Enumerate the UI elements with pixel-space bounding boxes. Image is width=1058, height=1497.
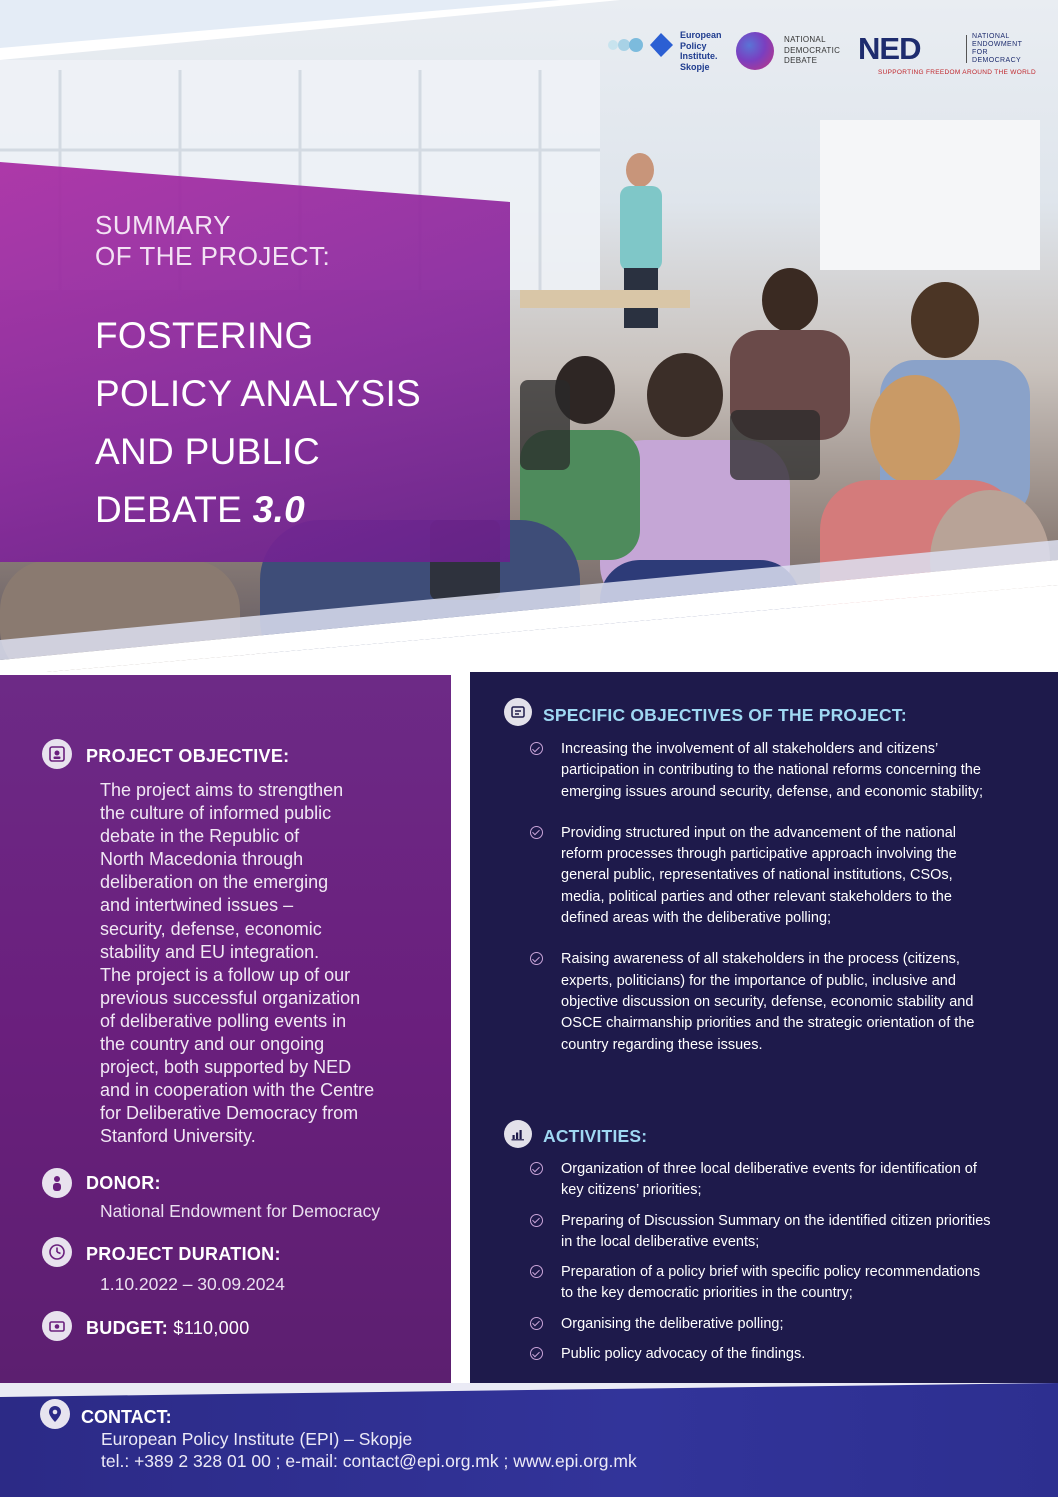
title-line: AND PUBLIC [95, 431, 321, 472]
check-icon [530, 826, 543, 839]
item-line: general public, representatives of national institutions, CSOs, [561, 867, 953, 884]
title-line: POLICY ANALYSIS [95, 373, 422, 414]
ned-side-line: ENDOWMENT [972, 41, 1023, 48]
list-item [530, 1344, 1040, 1365]
objective-line: The project is a follow up of our [100, 964, 351, 985]
objective-line: for Deliberative Democracy from [100, 1103, 359, 1124]
check-icon [530, 1347, 543, 1360]
ned-tagline: SUPPORTING FREEDOM AROUND THE WORLD [878, 69, 1036, 76]
epi-logo-line: Skopje [680, 61, 710, 72]
item-line: in the local deliberative events; [561, 1233, 760, 1250]
list-item [530, 739, 1040, 803]
objectives-heading: SPECIFIC OBJECTIVES OF THE PROJECT: [543, 705, 907, 725]
item-line: Providing structured input on the advancement of the national [561, 824, 956, 841]
item-line: Preparation of a policy brief with specific policy recommendations [561, 1264, 981, 1281]
item-line: Organization of three local deliberative events for identification of [561, 1161, 977, 1177]
objectives-icon [504, 698, 532, 726]
objective-line: the country and our ongoing [100, 1034, 325, 1055]
item-line: Public policy advocacy of the findings. [561, 1346, 806, 1363]
objective-line: Stanford University. [100, 1126, 256, 1147]
activities-icon [504, 1120, 532, 1148]
ndd-logo-line: NATIONAL [784, 35, 826, 44]
check-icon [530, 1214, 543, 1227]
objective-text [100, 779, 440, 1149]
list-item [530, 1314, 1040, 1335]
budget-value: $110,000 [168, 1318, 250, 1338]
epi-logo-line: Policy [680, 40, 707, 51]
duration-value: 1.10.2022 – 30.09.2024 [100, 1274, 285, 1294]
check-icon [530, 952, 543, 965]
ned-wordmark: NED [858, 31, 921, 66]
epi-logo-line: Institute. [680, 51, 718, 61]
item-line: Increasing the involvement of all stakeholders and citizens’ [561, 741, 939, 757]
item-line: experts, politicians) for the importance of public, inclusive and [561, 972, 956, 989]
item-line: Preparing of Discussion Summary on the identified citizen priorities [561, 1212, 991, 1229]
item-line: Raising awareness of all stakeholders in the process (citizens, [561, 951, 960, 968]
budget-line [86, 1318, 250, 1339]
objective-line: security, defense, economic [100, 918, 322, 939]
objective-icon [42, 739, 72, 769]
list-item [530, 823, 1040, 929]
duration-heading: PROJECT DURATION: [86, 1244, 281, 1264]
donor-value: National Endowment for Democracy [100, 1201, 381, 1221]
list-item [530, 1159, 1040, 1202]
list-item [530, 949, 1040, 1055]
item-line: objective discussion on security, defense, economic stability and [561, 993, 974, 1010]
summary-line: OF THE PROJECT: [95, 241, 331, 271]
ndd-logo-line: DEBATE [784, 56, 818, 65]
objective-line: stability and EU integration. [100, 941, 320, 962]
item-line: defined areas with the deliberative polling; [561, 910, 832, 927]
objective-line: deliberation on the emerging [100, 872, 329, 893]
donor-heading: DONOR: [86, 1173, 161, 1193]
title-text: DEBATE [95, 489, 253, 530]
ned-side-line: DEMOCRACY [972, 57, 1022, 64]
list-item [530, 1262, 1040, 1305]
item-line: reform processes through participative approach involving the [561, 846, 957, 863]
item-line: to the key democratic priorities in the country; [561, 1285, 853, 1302]
summary-label [95, 210, 330, 272]
objective-line: the culture of informed public [100, 803, 332, 824]
item-line: media, political parties and other relevant stakeholders to the [561, 888, 952, 905]
title-line: FOSTERING [95, 315, 314, 356]
duration-icon [42, 1237, 72, 1267]
title-version: 3.0 [252, 489, 306, 530]
check-icon [530, 1162, 543, 1175]
objective-line: and in cooperation with the Centre [100, 1080, 375, 1101]
check-icon [530, 742, 543, 755]
page-title [95, 307, 421, 539]
activities-heading: ACTIVITIES: [543, 1126, 648, 1146]
contact-organization: European Policy Institute (EPI) – Skopje [101, 1429, 413, 1449]
item-line: participation in contributing to the national reforms concerning the [561, 762, 981, 779]
objective-line: The project aims to strengthen [100, 780, 344, 800]
budget-icon [42, 1311, 72, 1341]
objectives-list [530, 739, 1040, 1056]
objective-line: previous successful organization [100, 987, 361, 1008]
item-line: OSCE chairmanship priorities and the strategic orientation of the [561, 1015, 975, 1032]
objective-line: project, both supported by NED [100, 1057, 352, 1078]
objective-line: debate in the Republic of [100, 826, 300, 847]
objective-heading: PROJECT OBJECTIVE: [86, 746, 290, 766]
activities-list [530, 1159, 1040, 1365]
check-icon [530, 1265, 543, 1278]
title-line [95, 481, 421, 539]
location-pin-icon [40, 1399, 70, 1429]
contact-heading: CONTACT: [81, 1407, 172, 1427]
epi-logo-line: European [680, 30, 722, 40]
budget-heading: BUDGET: [86, 1318, 169, 1338]
item-line: emerging issues around security, defense, and economic stability; [561, 783, 984, 800]
ned-side-line: NATIONAL [972, 33, 1010, 40]
donor-icon [42, 1168, 72, 1198]
summary-line: SUMMARY [95, 210, 231, 240]
item-line: country regarding these issues. [561, 1036, 763, 1053]
objective-line: North Macedonia through [100, 849, 304, 870]
objective-line: of deliberative polling events in [100, 1010, 347, 1031]
item-line: key citizens’ priorities; [561, 1182, 702, 1199]
objective-line: and intertwined issues – [100, 895, 294, 916]
ndd-logo-line: DEMOCRATIC [784, 45, 841, 55]
list-item [530, 1211, 1040, 1254]
ned-side-line: FOR [972, 49, 988, 56]
item-line: Organising the deliberative polling; [561, 1315, 784, 1332]
contact-details: tel.: +389 2 328 01 00 ; e-mail: contact@epi.org.mk ; www.epi.org.mk [101, 1451, 637, 1471]
check-icon [530, 1317, 543, 1330]
